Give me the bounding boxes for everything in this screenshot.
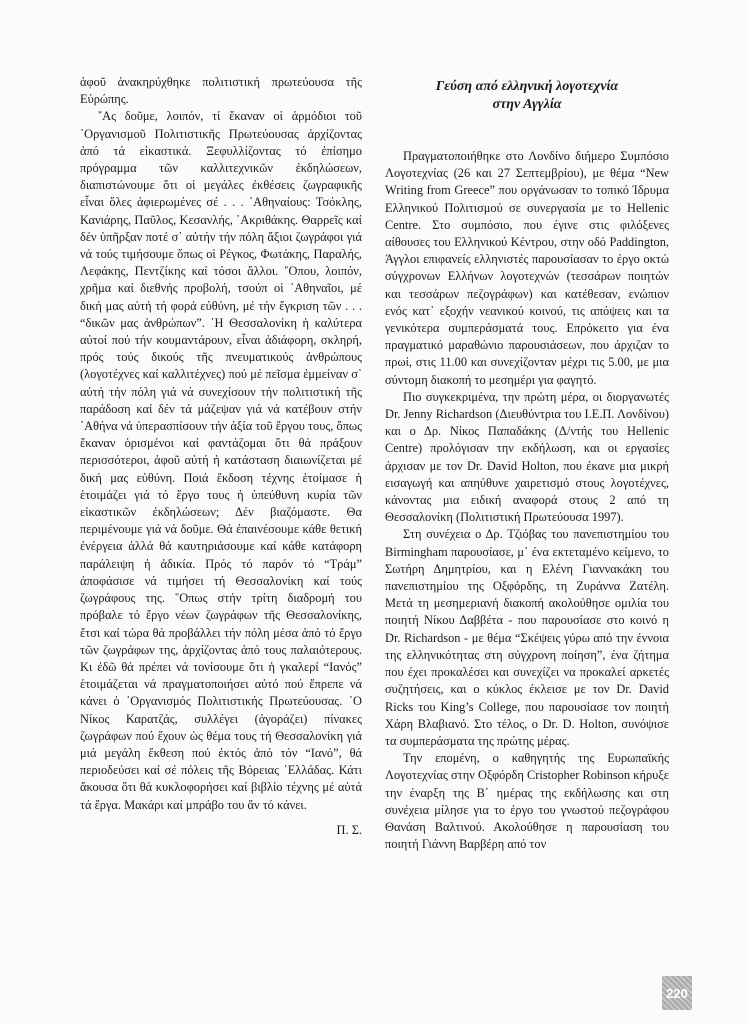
article-title-line-1: Γεύση από ελληνική λογοτεχνία: [435, 79, 619, 94]
right-paragraph-3: Στη συνέχεια ο Δρ. Τζιόβας του πανεπιστημίου του Birmingham παρουσίασε, μ᾿ ένα εκτεταμένο κείμενο, το Σωτήρη Δημητρίου, και η Ελένη Γιαννακάκη του πανεπιστημίου της Οξφόρδης, τη Ζυράννα Ζατέλη. Μετά τη μεσημεριανή διακοπή ακολούθησε ομιλία του ποιητή Νίκου Δαββέτα - που παρουσίασε στο κοινό η Dr. Richardson - με θέμα “Σκέψεις γύρω από την έννοια της ελληνικότητας στη σύγχρονη ποίηση”, ένα ζήτημα που έχει προκαλέσει και συνεχίζει να προκαλεί αρκετές συζητήσεις, και ο κύκλος έκλεισε με τον Dr. David Ricks του King’s College, που παρουσίασε τον ποιητή Χάρη Βλαβιανό. Στο τέλος, ο Dr. D. Holton, συνόψισε τα συμπεράσματα της πρώτης μέρας.: [385, 527, 669, 748]
page-number: 220: [662, 976, 692, 1010]
right-paragraph-2: Πιο συγκεκριμένα, την πρώτη μέρα, οι διοργανωτές Dr. Jenny Richardson (Διευθύντρια του Ι.Ε.Π. Λονδίνου) και ο Δρ. Νίκος Παπαδάκης (Δ/ντής του Hellenic Centre) προλόγισαν την εκδήλωση, και οι εργασίες άρχισαν με τον Dr. David Holton, που έκανε μια μικρή εισαγωγή και απηύθυνε χαιρετισμό στους λογοτέχνες, κάνοντας μια ειδική αναφορά στους 2 από τη Θεσσαλονίκη (Πολιτιστική Πρωτεύουσα 1997).: [385, 389, 669, 525]
right-column: [385, 74, 669, 853]
left-paragraph-2: ῎Ας δοῦμε, λοιπόν, τί ἔκαναν οἱ ἁρμόδιοι τοῦ ᾿Οργανισμοῦ Πολιτιστικῆς Πρωτεύουσας ἀρχίζοντας ἀπό τά εἰκαστικά. Ξεφυλλίζοντας τό ἐπίσημο πρόγραμμα τῶν καλλιτεχνικῶν ἐκδηλώσεων, διαπιστώνουμε ὅτι οἱ μεγάλες ἐκθέσεις ζωγραφικῆς εἶναι ὅλες ἀφιερωμένες σέ . . . ᾿Αθηναίους: Τσόκλης, Κανιάρης, Παῦλος, Κεσανλής, ᾿Ακριθάκης. Θαρρεῖς καί δέν ὑπῆρξαν ποτέ σ᾿ αὐτήν τήν πόλη ἄξιοι ζωγράφοι γιά νά τούς τιμήσουμε ὅπως οἱ Ρέγκος, Φωτάκης, Παραλής, Λεφάκης, Πεντζίκης καί τόσοι ἄλλοι. ῞Οπου, λοιπόν, χρῆμα καί διεθνής προβολή, τσούπ οἱ ᾿Αθηναῖοι, μέ δική μας αὐτή τή φορά εὐθύνη, μέ τήν ἔγκριση τῶν . . . “δικῶν μας ἀνθρώπων”. ῾Η Θεσσαλονίκη ἡ καλύτερα αὐτοί πού τήν κουμαντάρουν, εἶναι ἀδιάφορη, σκληρή, πρός τούς δικούς τῆς πνευματικούς ἀνθρώπους (λογοτέχνες καί καλλιτέχνες) πού μέ πεῖσμα ἐμμείναν σ᾿ αὐτή τήν πόλη γιά νά συνεχίσουν τήν πολιτιστική τῆς παράδοση καί δέν τά μάζεψαν γιά νά κατέβουν στήν ᾿Αθήνα νά ὑπερασπίσουν τήν ἀξία τοῦ ἔργου τους, ὅπως ἔκαναν ὁρισμένοι καί φαντάζομαι ὅτι θά πράξουν περισσότεροι, ἀφοῦ αὐτή ἡ κατάσταση διαιωνίζεται μέ δική μας εὐθύνη. Ποιά ἔκδοση τέχνης ἑτοίμασε ἡ ἑτοιμάζει γιά τό ἔργο τους ἡ ὑπεύθυνη κυρία τῶν εἰκαστικῶν ἐκδηλώσεων; Δέν βιαζόμαστε. Θα περιμένουμε γιά νά δοῦμε. Θά ἐπαινέσουμε κάθε θετική ἐνέργεια ἀλλά θά καυτηριάσουμε καί κάθε κατάφορη παράλειψη ἡ ἀδικία. Πρός τό παρόν τό “Τράμ” ἀποφάσισε νά τιμήσει τή Θεσσαλονίκη καί τούς ζωγράφους της. ῞Οπως στήν τρίτη διαδρομή του πρόβαλε τό ἔργο νέων ζωγράφων τῆς Θεσσαλονίκης, ἔτσι καί τώρα θά προβάλλει τήν πόλη μέσα ἀπό τό ἔργο τῶν ζωγράφων της, ἀρχίζοντας ἀπό τους παλαιότερους. Κι ἐδῶ θά πρέπει νά τονίσουμε ὅτι ἡ γκαλερί “Ιανός” ἑτοιμάζεται νά πραγματοποιήσει αὐτό πού ἔπρεπε νά κάνει ὁ ᾿Οργανισμός Πολιτιστικής Πρωτεύουσας. ῾Ο Νίκος Καρατζάς, συλλέγει (ἀγοράζει) πίνακες ζωγράφων πού ἔχουν ὡς θέμα τους τή Θεσσαλονίκη γιά μιά μεγάλη ἔκθεση πού ἐκτός ἀπό τόν “Ιανό”, θά περιοδεύσει καί σέ πόλεις τῆς Βόρειας ῾Ελλάδας. Κάτι ἄκουσα ὅτι θά κυκλοφορήσει καί βιβλίο τέχνης μέ αὐτά τά ἔργα. Μακάρι καί μπράβο του ἄν τό κάνει.: [80, 109, 362, 812]
article-title: [385, 78, 669, 114]
author-signature: Π. Σ.: [336, 822, 362, 837]
right-paragraph-4: Την επομένη, ο καθηγητής της Ευρωπαϊκής Λογοτεχνίας στην Οξφόρδη Cristopher Robinson κήρυξε την έναρξη της Β΄ ημέρας της εκδήλωσης και στη συνέχεια μίλησε για το έργο του γνωστού πεζογράφου Θανάση Βαλτινού. Ακολούθησε η παρουσίαση του ποιητή Γιάννη Βαρβέρη από τον: [385, 751, 669, 852]
right-paragraph-1: Πραγματοποιήθηκε στο Λονδίνο διήμερο Συμπόσιο Λογοτεχνίας (26 και 27 Σεπτεμβρίου), με θέμα “New Writing from Greece” που οργάνωσαν το τοπικό Ίδρυμα Ελληνικού Πολιτισμού σε συνεργασία με το Hellenic Centre. Στο συμπόσιο, που έγινε στις φιλόξενες αίθουσες του Ελληνικού Κέντρου, στην οδό Paddington, Άγγλοι επιφανείς ελληνιστές παρουσίασαν το έργο οκτώ σύγχρονων Ελλήνων λογοτεχνών (τεσσάρων ποιητών και τεσσάρων πεζογράφων) και κατέθεσαν, ενώπιον ενός κατ᾿ εξοχήν νεανικού κοινού, τις απόψεις και τα γενικότερα συμπεράσματά τους. Επρόκειτο για ένα πραγματικό μαραθώνιο παρουσιάσεων, που άρχιζαν το πρωί, στις 11.00 και συνεχίζονταν μέχρι τις 5.00, με μια σύντομη διακοπή το μεσημέρι για φαγητό.: [385, 149, 669, 387]
article-title-line-2: στην Αγγλία: [492, 97, 562, 112]
left-column: [80, 74, 362, 839]
left-paragraph-1: ἀφοῦ ἀνακηρύχθηκε πολιτιστική πρωτεύουσα τῆς Εὐρώπης.: [80, 75, 362, 107]
